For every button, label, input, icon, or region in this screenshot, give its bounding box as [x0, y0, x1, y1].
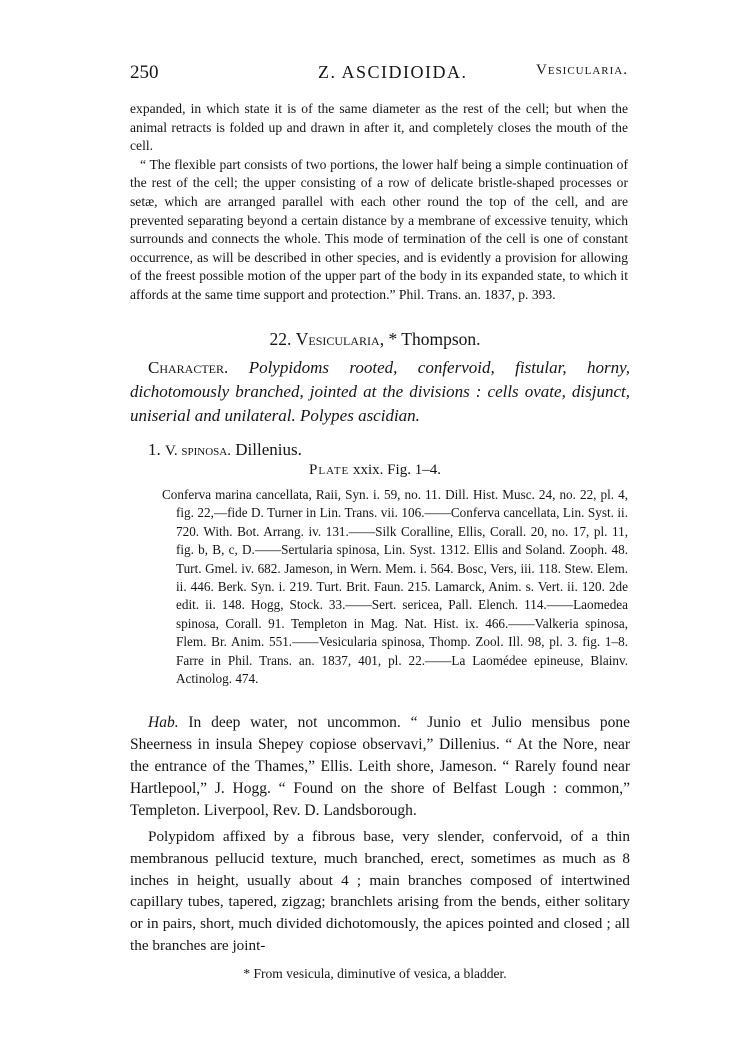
- character-label: Character.: [148, 358, 229, 377]
- species-number: 1.: [148, 440, 161, 459]
- quote-paragraph-1: expanded, in which state it is of the same diameter as the rest of the cell; but when the animal retracts is folded up and drawn in after it, and completely closes the mouth of the cell.: [130, 101, 628, 154]
- quote-paragraph-2: “ The flexible part consists of two portions, the lower half being a simple continuation of the rest of the cell; the upper consisting of a row of delicate bristle-shaped processes or setæ, which are arranged parallel with each other round the top of the cell, and are prevented separating beyond a certain distance by a membrane of excessive tenuity, which surrounds and connects the whole. This mode of termination of the cell is one of constant occurrence, as will be described in other species, and is evidently a provision for allowing of the freest possible motion of the upper part of the body in its expanded state, to which it affords at the same time support and protection.” Phil. Trans. an. 1837, p. 393.: [130, 156, 628, 302]
- habitat-paragraph: [130, 712, 630, 822]
- running-head-right: Vesicularia.: [536, 62, 628, 78]
- genus-author: * Thompson.: [388, 329, 481, 349]
- page-header: [130, 62, 628, 90]
- species-author: Dillenius.: [235, 440, 302, 459]
- plate-reference: [0, 462, 750, 479]
- species-name: V. spinosa.: [165, 443, 231, 459]
- description-paragraph: [130, 826, 630, 957]
- genus-number: 22.: [269, 329, 292, 349]
- habitat-label: Hab.: [148, 714, 179, 731]
- genus-name: Vesicularia,: [295, 329, 385, 349]
- habitat-text: In deep water, not uncommon. “ Junio et Julio mensibus pone Sheerness in insula Shepey copiose observavi,” Dillenius. “ At the Nore, near the entrance of the Thames,” Ellis. Leith shore, Jameson. “ Rarely found near Hartlepool,” J. Hogg. “ Found on the shore of Belfast Lough : common,” Templeton. Liverpool, Rev. D. Landsborough.: [130, 714, 630, 819]
- genus-character: [130, 356, 630, 428]
- page-number: 250: [130, 62, 159, 83]
- footnote: * From vesicula, diminutive of vesica, a bladder.: [243, 966, 507, 981]
- synonymy-text: Conferva marina cancellata, Raii, Syn. i. 59, no. 11. Dill. Hist. Musc. 24, no. 22, pl. 4, fig. 22,—fide D. Turner in Lin. Trans. vii. 106.——Conferva cancellata, Lin. Syst. ii. 720. With. Bot. Arrang. iv. 131.——Silk Coralline, Ellis, Corall. 20, no. 17, pl. 11, fig. b, B, c, D.——Sertularia spinosa, Lin. Syst. 1312. Ellis and Soland. Zooph. 48. Turt. Gmel. iv. 682. Jameson, in Wern. Mem. i. 564. Bosc, Vers, iii. 118. Stew. Elem. ii. 446. Berk. Syn. i. 219. Turt. Brit. Faun. 215. Lamarck, Anim. s. Vert. ii. 120. 2de edit. ii. 148. Hogg, Stock. 33.——Sert. sericea, Pall. Elench. 114.——Laomedea spinosa, Corall. 91. Templeton in Mag. Nat. Hist. ix. 466.——Valkeria spinosa, Flem. Br. Anim. 551.——Vesicularia spinosa, Thomp. Zool. Ill. 98, pl. 3. fig. 1–8. Farre in Phil. Trans. an. 1837, 401, pl. 22.——La Laomédee epineuse, Blainv. Actinolog. 474.: [162, 487, 628, 687]
- synonymy-block: [162, 486, 628, 688]
- genus-heading: [0, 329, 750, 350]
- quoted-passage: [130, 100, 628, 305]
- running-title: Z. ASCIDIOIDA.: [318, 62, 468, 82]
- description-text: Polypidom affixed by a fibrous base, very slender, confervoid, of a thin membranous pellucid texture, much branched, erect, sometimes as much as 8 inches in height, usually about 4 ; main branches composed of intertwined capillary tubes, tapered, zigzag; branchlets arising from the bends, either solitary or in pairs, short, much divided dichotomously, the apices pointed and closed ; all the branches are joint-: [130, 828, 630, 954]
- species-heading: [148, 440, 302, 460]
- plate-text: xxix. Fig. 1–4.: [353, 462, 441, 478]
- character-text: Polypidoms rooted, confervoid, fistular, horny, dichotomously branched, jointed at the divisions : cells ovate, disjunct, uniserial and unilateral. Polypes ascidian.: [130, 358, 631, 425]
- plate-label: Plate: [309, 462, 350, 478]
